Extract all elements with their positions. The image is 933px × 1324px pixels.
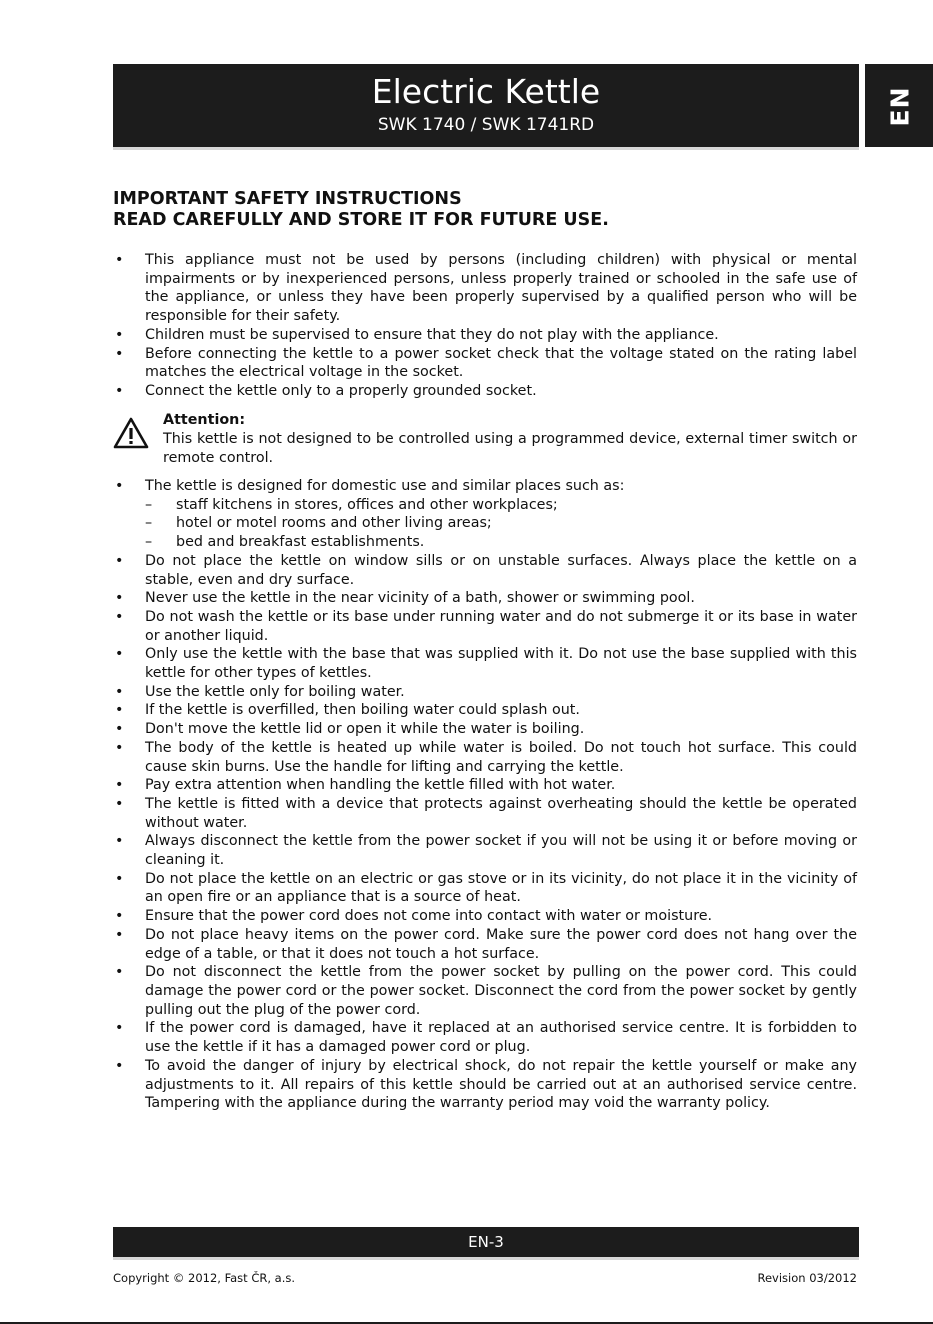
sub-list [145,496,857,552]
bullet: • [115,478,124,494]
sub-list-item [145,533,857,552]
bullet: • [115,777,124,794]
list-item [113,701,857,720]
list-item-text: Do not disconnect the kettle from the power socket by pulling on the power cord. This could damage the power cord or the power socket. Disconnect the cord from the power socket by gently pulling out the plug of the power cord. [145,964,857,1018]
list-item [113,608,857,645]
sub-list-item [145,514,857,533]
list-item [113,907,857,926]
list-item-text: Never use the kettle in the near vicinity of a bath, shower or swimming pool. [145,590,695,607]
bullet: • [115,1020,124,1037]
revision-text: Revision 03/2012 [757,1271,857,1285]
bullet: • [115,1057,124,1074]
warning-triangle-icon [113,417,149,449]
list-item-text: Ensure that the power cord does not come into contact with water or moisture. [145,908,713,925]
list-item-text: Do not place the kettle on an electric or gas stove or in its vicinity, do not place it in the vicinity of an open fire or an appliance that is a source of heat. [145,870,857,906]
list-item-text: Don't move the kettle lid or open it while the water is boiling. [145,721,585,738]
list-item [113,589,857,608]
list-item-text: Children must be supervised to ensure that they do not play with the appliance. [145,326,719,343]
header-bar [113,64,859,147]
list-item [113,1057,857,1113]
list-item [113,477,857,552]
list-item-text: Only use the kettle with the base that was supplied with it. Do not use the base supplied with this kettle for other types of kettles. [145,646,857,682]
safety-heading: IMPORTANT SAFETY INSTRUCTIONS [113,189,462,209]
list-item [113,776,857,795]
list-item-text: The body of the kettle is heated up while water is boiled. Do not touch hot surface. This could cause skin burns. Use the handle for lifting and carrying the kettle. [145,739,857,775]
safety-list-b [113,477,857,1113]
bullet: • [115,833,124,850]
bullet: • [115,870,124,887]
attention-title: Attention: [163,412,246,428]
bullet: • [115,739,124,756]
list-item [113,832,857,869]
bullet: • [115,926,124,943]
bullet: • [115,608,124,625]
list-item-text: Do not place the kettle on window sills or on unstable surfaces. Always place the kettle on a stable, even and dry surface. [145,552,857,588]
bullet: • [115,345,124,362]
model-numbers: SWK 1740 / SWK 1741RD [377,115,595,135]
bullet: • [115,964,124,981]
sub-item-text: hotel or motel rooms and other living areas; [176,515,492,532]
bullet: • [115,382,124,399]
list-item-text: If the kettle is overfilled, then boiling water could splash out. [145,702,580,719]
list-item-text: To avoid the danger of injury by electrical shock, do not repair the kettle yourself or make any adjustments to it. All repairs of this kettle should be carried out at an authorised service centre. Tampering with the appliance during the warranty period may void the warranty policy. [145,1057,857,1112]
store-heading: READ CAREFULLY AND STORE IT FOR FUTURE USE. [113,210,609,230]
sub-item-text: staff kitchens in stores, offices and other workplaces; [176,496,558,513]
language-tab [865,64,933,147]
list-item [113,382,857,401]
bullet: • [115,326,124,343]
list-item [113,963,857,1019]
bullet: • [115,252,124,268]
attention-text: This kettle is not designed to be controlled using a programmed device, external timer switch or remote control. [163,431,857,466]
list-item-text: This appliance must not be used by persons (including children) with physical or mental impairments or by inexperienced persons, unless properly trained or schooled in the safe use of the appliance, or unless they have been properly supervised by a qualified person who will be responsible for their safety. [145,252,857,325]
list-item [113,251,857,326]
list-item-text: Do not wash the kettle or its base under running water and do not submerge it or its base in water or another liquid. [145,608,857,644]
list-item-text: Before connecting the kettle to a power socket check that the voltage stated on the rating label matches the electrical voltage in the socket. [145,345,857,381]
bullet: • [115,721,124,738]
list-item [113,326,857,345]
footer-bar [113,1227,859,1257]
list-item [113,720,857,739]
list-item-text: Use the kettle only for boiling water. [145,683,405,700]
bullet: • [115,795,124,812]
list-item-text: Do not place heavy items on the power cord. Make sure the power cord does not hang over the edge of a table, or that it does not touch a hot surface. [145,926,857,962]
list-item [113,926,857,963]
dash: – [145,496,153,513]
list-item [113,645,857,682]
document-title: Electric Kettle [371,72,601,111]
bullet: • [115,590,124,607]
list-item-text: The kettle is fitted with a device that protects against overheating should the kettle be operated without water. [145,795,857,831]
list-item [113,345,857,382]
copyright-text: Copyright © 2012, Fast ČR, a.s. [113,1271,296,1285]
language-label: EN [885,85,915,127]
sub-list-item [145,496,857,515]
bullet: • [115,552,124,569]
list-item-text: If the power cord is damaged, have it replaced at an authorised service centre. It is forbidden to use the kettle if it has a damaged power cord or plug. [145,1020,857,1056]
page-number: EN-3 [468,1233,504,1251]
list-item [113,683,857,702]
sub-item-text: bed and breakfast establishments. [176,534,425,551]
list-item [113,795,857,832]
list-item-text: Connect the kettle only to a properly grounded socket. [145,382,537,399]
bullet: • [115,683,124,700]
list-item [113,739,857,776]
list-item [113,552,857,589]
bullet: • [115,908,124,925]
list-item-text: The kettle is designed for domestic use and similar places such as: [145,478,625,494]
dash: – [145,515,153,532]
list-item-text: Always disconnect the kettle from the power socket if you will not be using it or before moving or cleaning it. [145,833,857,869]
list-item [113,870,857,907]
list-item [113,1019,857,1056]
dash: – [145,534,153,551]
bullet: • [115,646,124,663]
safety-list-a [113,251,857,401]
list-item-text: Pay extra attention when handling the kettle filled with hot water. [145,777,616,794]
attention-box [113,411,857,471]
bullet: • [115,702,124,719]
